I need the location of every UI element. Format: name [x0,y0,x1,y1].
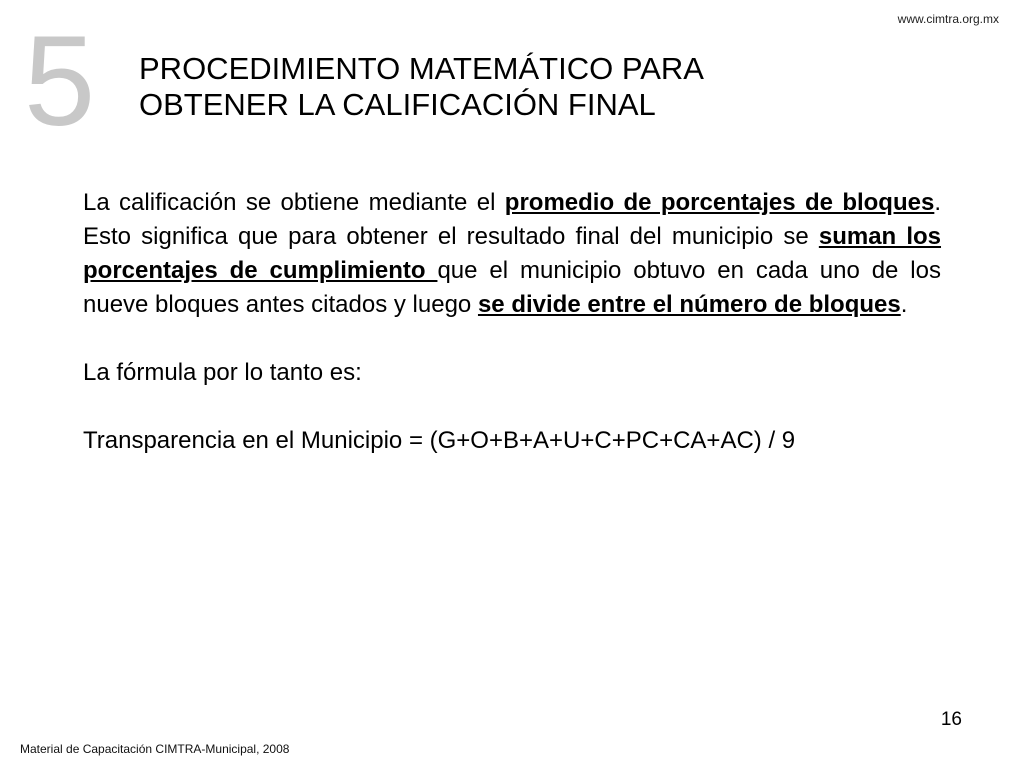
paragraph-text: que el municipio obtuvo en cada uno de los nueve bloques antes citados y luego [83,257,941,318]
explanation-paragraph [83,186,941,322]
paragraph-text: . Esto significa que para obtener el resultado final del municipio se [83,189,941,250]
main-content [83,186,941,458]
section-number: 5 [24,10,96,153]
formula-intro: La fórmula por lo tanto es: [83,359,362,386]
emphasis-divide-by-blocks: se divide entre el número de bloques [477,291,901,318]
site-url: www.cimtra.org.mx [897,12,999,26]
page-title [139,51,839,123]
footer-credit: Material de Capacitación CIMTRA-Municipal, 2008 [20,742,290,756]
page-number: 16 [940,709,962,730]
paragraph-text: . [900,291,908,318]
paragraph-text: La calificación se obtiene mediante el [83,189,505,216]
page-title-line-1: PROCEDIMIENTO MATEMÁTICO PARA [139,51,704,86]
emphasis-average-of-blocks: promedio de porcentajes de bloques [504,189,935,216]
emphasis-sum-of-percentages: suman los porcentajes de cumplimiento [83,223,942,284]
page-title-line-2: OBTENER LA CALIFICACIÓN FINAL [139,87,656,122]
formula: Transparencia en el Municipio = (G+O+B+A+U+C+PC+CA+AC) / 9 [83,427,796,454]
